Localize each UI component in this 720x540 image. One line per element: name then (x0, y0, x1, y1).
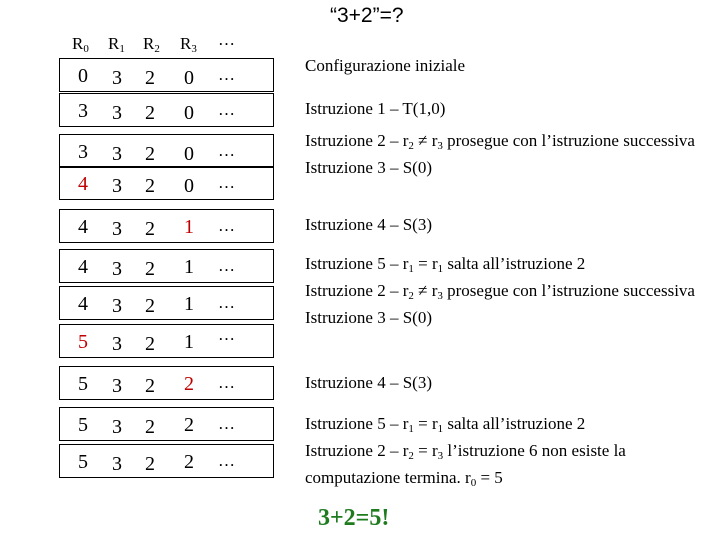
note-sub: 0 (470, 477, 477, 489)
note-step-2 (305, 130, 705, 179)
note-step-5b-line (305, 413, 705, 440)
note-text: Istruzione 5 – r (305, 254, 409, 273)
note-text: = r (413, 254, 438, 273)
note-initial-config: Configurazione iniziale (305, 56, 466, 75)
cell-r2: 2 (145, 67, 155, 89)
cell-r0: 4 (78, 216, 88, 238)
cell-dots: … (218, 373, 236, 392)
cell-r3: 0 (184, 175, 194, 197)
register-row (59, 249, 274, 283)
note-step-3b-line: Istruzione 3 – S(0) (305, 308, 433, 327)
cell-dots: … (218, 65, 236, 84)
note-text: ≠ r (413, 281, 438, 300)
note-sub: 2 (408, 140, 414, 152)
cell-r3: 2 (184, 451, 194, 473)
cell-r2: 2 (145, 453, 155, 475)
header-r2 (143, 34, 160, 55)
note-sub: 2 (408, 450, 414, 462)
note-step-3-line: Istruzione 3 – S(0) (305, 158, 433, 177)
cell-r2: 2 (145, 375, 155, 397)
cell-r0: 0 (78, 65, 88, 87)
note-text: Istruzione 5 – r (305, 414, 409, 433)
note-sub: 2 (408, 290, 414, 302)
cell-r3: 0 (184, 67, 194, 89)
register-row (59, 286, 274, 320)
cell-dots: … (218, 293, 236, 312)
cell-dots: … (218, 256, 236, 275)
note-text: ≠ r (413, 131, 438, 150)
cell-r1: 3 (112, 295, 122, 317)
cell-dots: … (218, 325, 236, 344)
cell-r2: 2 (145, 258, 155, 280)
header-r1-sub: 1 (119, 43, 125, 55)
register-row (59, 407, 274, 441)
note-text: = r (413, 441, 438, 460)
header-dots: … (218, 30, 236, 49)
cell-dots: … (218, 451, 236, 470)
note-text: prosegue con l’istruzione successiva (442, 281, 695, 300)
note-sub: 1 (437, 263, 444, 275)
header-r3-sub: 3 (191, 43, 197, 55)
slide-title: “3+2”=? (330, 4, 404, 27)
header-r0-sub: 0 (83, 43, 89, 55)
note-text: Istruzione 2 – r (305, 131, 409, 150)
note-step-final (305, 413, 705, 494)
note-text: = 5 (476, 468, 503, 487)
header-r3 (180, 34, 197, 55)
cell-r2: 2 (145, 295, 155, 317)
note-text: Istruzione 2 – r (305, 281, 409, 300)
cell-r0: 4 (78, 293, 88, 315)
cell-r1: 3 (112, 375, 122, 397)
cell-r1: 3 (112, 67, 122, 89)
note-step-2b-line (305, 280, 705, 307)
cell-dots: … (218, 414, 236, 433)
cell-r2: 2 (145, 416, 155, 438)
header-r3-label: R (180, 34, 192, 53)
header-r0 (72, 34, 89, 55)
note-step-5 (305, 253, 705, 329)
note-text: prosegue con l’istruzione successiva (442, 131, 695, 150)
cell-dots: … (218, 216, 236, 235)
cell-r3: 0 (184, 143, 194, 165)
cell-r0: 5 (78, 373, 88, 395)
result-label: 3+2=5! (318, 505, 390, 531)
cell-r3: 2 (184, 414, 194, 436)
header-r0-label: R (72, 34, 84, 53)
register-row (59, 324, 274, 358)
cell-r0: 3 (78, 141, 88, 163)
note-sub: 1 (408, 423, 414, 435)
cell-r2: 2 (145, 102, 155, 124)
cell-dots: … (218, 173, 236, 192)
cell-r3: 0 (184, 102, 194, 124)
cell-dots: … (218, 100, 236, 119)
cell-r3-changed: 1 (184, 216, 194, 238)
cell-r1: 3 (112, 416, 122, 438)
cell-r2: 2 (145, 143, 155, 165)
note-step-4: Istruzione 4 – S(3) (305, 215, 433, 234)
cell-r1: 3 (112, 218, 122, 240)
note-text: l’istruzione 6 non esiste la computazione termina. r (305, 441, 626, 487)
cell-r1: 3 (112, 175, 122, 197)
cell-r1: 3 (112, 333, 122, 355)
note-step-5-line (305, 253, 705, 280)
register-row (59, 209, 274, 243)
cell-r3: 1 (184, 293, 194, 315)
note-step-2c-line (305, 440, 705, 494)
cell-r0-changed: 5 (78, 331, 88, 353)
cell-r1: 3 (112, 102, 122, 124)
cell-r1: 3 (112, 143, 122, 165)
note-sub: 3 (437, 450, 444, 462)
note-sub: 3 (437, 140, 443, 152)
register-row (59, 93, 274, 127)
cell-r0: 5 (78, 414, 88, 436)
note-step-1: Istruzione 1 – T(1,0) (305, 99, 446, 118)
cell-r2: 2 (145, 218, 155, 240)
cell-r0-changed: 4 (78, 173, 88, 195)
header-r2-label: R (143, 34, 155, 53)
note-step-2-line (305, 130, 705, 157)
header-r2-sub: 2 (154, 43, 160, 55)
cell-dots: … (218, 141, 236, 160)
note-text: salta all’istruzione 2 (443, 414, 586, 433)
note-sub: 1 (437, 423, 444, 435)
cell-r0: 5 (78, 451, 88, 473)
register-row (59, 166, 274, 200)
cell-r2: 2 (145, 175, 155, 197)
register-row (59, 444, 274, 478)
header-r1-label: R (108, 34, 120, 53)
cell-r3: 1 (184, 331, 194, 353)
cell-r0: 3 (78, 100, 88, 122)
header-r1 (108, 34, 125, 55)
cell-r1: 3 (112, 453, 122, 475)
note-text: = r (413, 414, 438, 433)
note-text: Istruzione 2 – r (305, 441, 409, 460)
cell-r2: 2 (145, 333, 155, 355)
note-sub: 1 (408, 263, 414, 275)
cell-r1: 3 (112, 258, 122, 280)
register-row (59, 134, 274, 168)
cell-r0: 4 (78, 256, 88, 278)
cell-r3-changed: 2 (184, 373, 194, 395)
cell-r3: 1 (184, 256, 194, 278)
note-step-4b: Istruzione 4 – S(3) (305, 373, 433, 392)
note-sub: 3 (437, 290, 443, 302)
register-row (59, 58, 274, 92)
register-row (59, 366, 274, 400)
note-text: salta all’istruzione 2 (443, 254, 586, 273)
